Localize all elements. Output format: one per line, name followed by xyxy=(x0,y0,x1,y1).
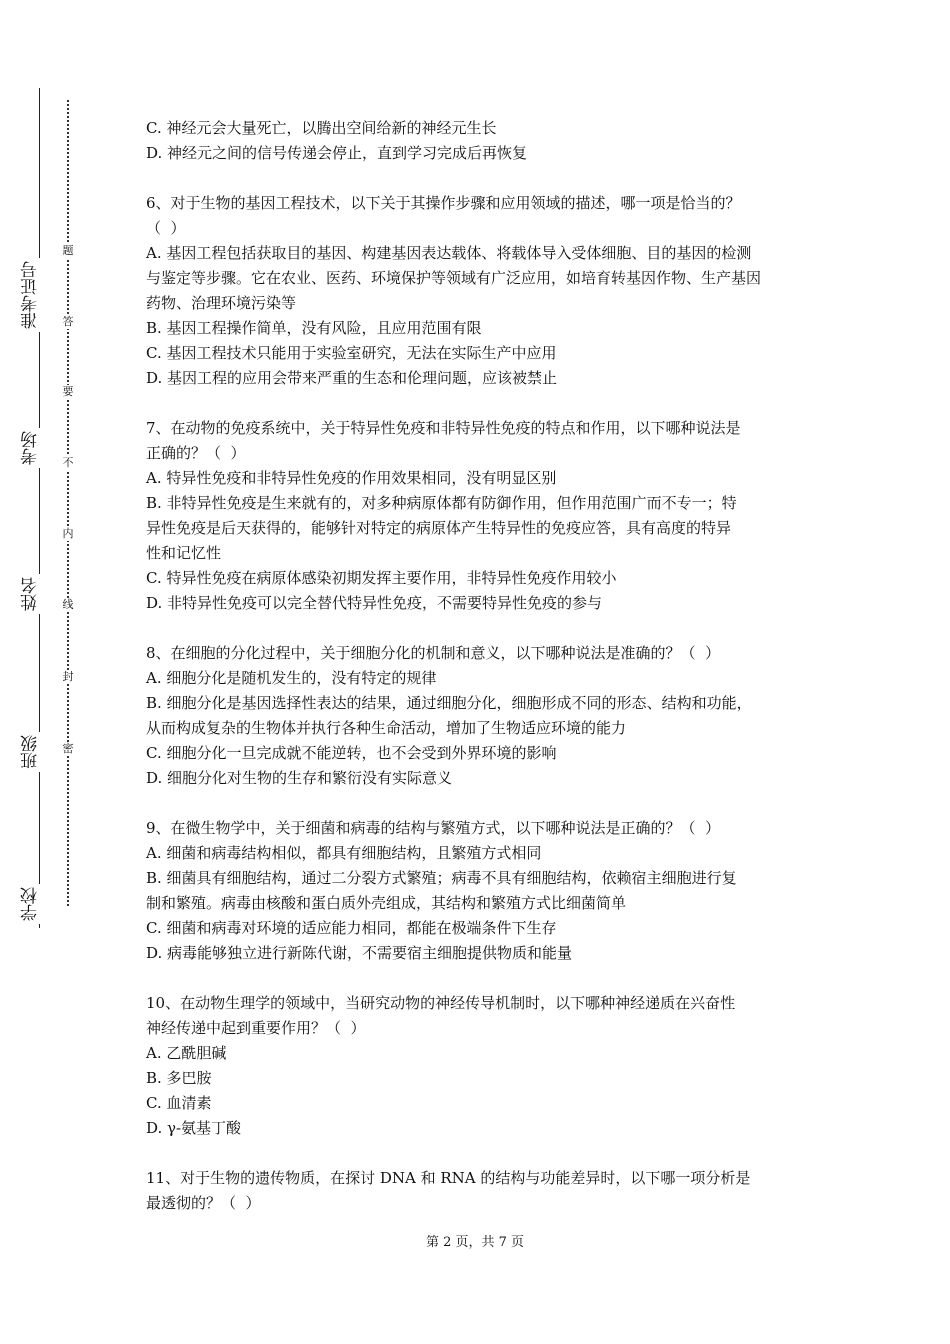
option-c: C. 特异性免疫在病原体感染初期发挥主要作用，非特异性免疫作用较小 xyxy=(146,569,617,587)
option-b: B. 细菌具有细胞结构，通过二分裂方式繁殖；病毒不具有细胞结构，依赖宿主细胞进行复 xyxy=(146,869,737,887)
option-d: D. 非特异性免疫可以完全替代特异性免疫，不需要特异性免疫的参与 xyxy=(146,594,603,612)
option-a: A. 基因工程包括获取目的基因、构建基因表达载体、将载体导入受体细胞、目的基因的检测 xyxy=(146,244,752,262)
seal-char: 密 xyxy=(60,742,76,756)
name-label: 姓名 xyxy=(22,574,52,614)
option-line: D. 神经元之间的信号传递会停止，直到学习完成后再恢复 xyxy=(146,144,528,162)
option-c: C. 细胞分化一旦完成就不能逆转，也不会受到外界环境的影响 xyxy=(146,744,557,762)
seal-char: 要 xyxy=(60,385,76,399)
question-stem: 11、对于生物的遗传物质，在探讨 DNA 和 RNA 的结构与功能差异时，以下哪一项分析是 xyxy=(146,1169,751,1187)
option-b: 性和记忆性 xyxy=(146,544,222,562)
option-a: A. 乙酰胆碱 xyxy=(146,1044,227,1062)
question-stem: 9、在微生物学中，关于细菌和病毒的结构与繁殖方式，以下哪种说法是正确的？（ ） xyxy=(146,819,721,837)
seal-char: 不 xyxy=(60,456,76,470)
question-6 xyxy=(146,191,818,391)
option-a: A. 细胞分化是随机发生的，没有特定的规律 xyxy=(146,669,437,687)
option-b: B. 细胞分化是基因选择性表达的结果，通过细胞分化，细胞形成不同的形态、结构和功能， xyxy=(146,694,752,712)
exam-room-label: 考场 xyxy=(22,428,52,468)
option-c: C. 基因工程技术只能用于实验室研究，无法在实际生产中应用 xyxy=(146,344,557,362)
question-stem: 正确的？（ ） xyxy=(146,444,246,462)
option-c: C. 细菌和病毒对环境的适应能力相同，都能在极端条件下生存 xyxy=(146,919,557,937)
option-c: C. 血清素 xyxy=(146,1094,212,1112)
exam-number-label: 准考证号 xyxy=(22,258,52,332)
continuation-options xyxy=(146,116,818,166)
question-8 xyxy=(146,641,818,791)
question-stem: 最透彻的？（ ） xyxy=(146,1194,261,1212)
option-b: 异性免疫是后天获得的，能够针对特定的病原体产生特异性的免疫应答，具有高度的特异 xyxy=(146,519,732,537)
question-stem: 10、在动物生理学的领域中，当研究动物的神经传导机制时，以下哪种神经递质在兴奋性 xyxy=(146,994,736,1012)
seal-char: 答 xyxy=(60,315,76,329)
option-b: 制和繁殖。病毒由核酸和蛋白质外壳组成，其结构和繁殖方式比细菌简单 xyxy=(146,894,627,912)
seal-char: 内 xyxy=(60,527,76,541)
question-stem: 6、对于生物的基因工程技术，以下关于其操作步骤和应用领域的描述，哪一项是恰当的？ xyxy=(146,194,741,212)
option-b: 从而构成复杂的生物体并执行各种生命活动，增加了生物适应环境的能力 xyxy=(146,719,627,737)
option-d: D. 病毒能够独立进行新陈代谢，不需要宿主细胞提供物质和能量 xyxy=(146,944,573,962)
seal-char: 封 xyxy=(60,670,76,684)
question-stem: （ ） xyxy=(146,219,186,237)
page-footer: 第 2 页，共 7 页 xyxy=(425,1235,525,1250)
option-a: A. 特异性免疫和非特异性免疫的作用效果相同，没有明显区别 xyxy=(146,469,557,487)
question-stem: 7、在动物的免疫系统中，关于特异性免疫和非特异性免疫的特点和作用，以下哪种说法是 xyxy=(146,419,741,437)
option-line: C. 神经元会大量死亡，以腾出空间给新的神经元生长 xyxy=(146,119,497,137)
question-stem: 神经传递中起到重要作用？（ ） xyxy=(146,1019,366,1037)
seal-char: 线 xyxy=(60,598,76,612)
question-11 xyxy=(146,1166,818,1216)
binding-solid-line xyxy=(39,88,40,928)
option-a: 药物、治理环境污染等 xyxy=(146,294,297,312)
option-d: D. 细胞分化对生物的生存和繁衍没有实际意义 xyxy=(146,769,453,787)
option-b: B. 非特异性免疫是生来就有的，对多种病原体都有防御作用，但作用范围广而不专一；特 xyxy=(146,494,737,512)
question-stem: 8、在细胞的分化过程中，关于细胞分化的机制和意义，以下哪种说法是准确的？（ ） xyxy=(146,644,721,662)
option-b: B. 多巴胺 xyxy=(146,1069,212,1087)
option-a: A. 细菌和病毒结构相似，都具有细胞结构，且繁殖方式相同 xyxy=(146,844,542,862)
seal-char: 题 xyxy=(60,244,76,258)
school-label: 学校 xyxy=(22,884,52,924)
option-b: B. 基因工程操作简单，没有风险，且应用范围有限 xyxy=(146,319,482,337)
question-7 xyxy=(146,416,818,616)
question-content xyxy=(146,116,818,1216)
option-a: 与鉴定等步骤。它在农业、医药、环境保护等领域有广泛应用，如培育转基因作物、生产基因 xyxy=(146,269,762,287)
question-9 xyxy=(146,816,818,966)
question-10 xyxy=(146,991,818,1141)
class-label: 班级 xyxy=(22,732,52,772)
binding-dotted-line xyxy=(67,100,69,906)
option-d: D. γ-氨基丁酸 xyxy=(146,1119,242,1137)
option-d: D. 基因工程的应用会带来严重的生态和伦理问题，应该被禁止 xyxy=(146,369,558,387)
